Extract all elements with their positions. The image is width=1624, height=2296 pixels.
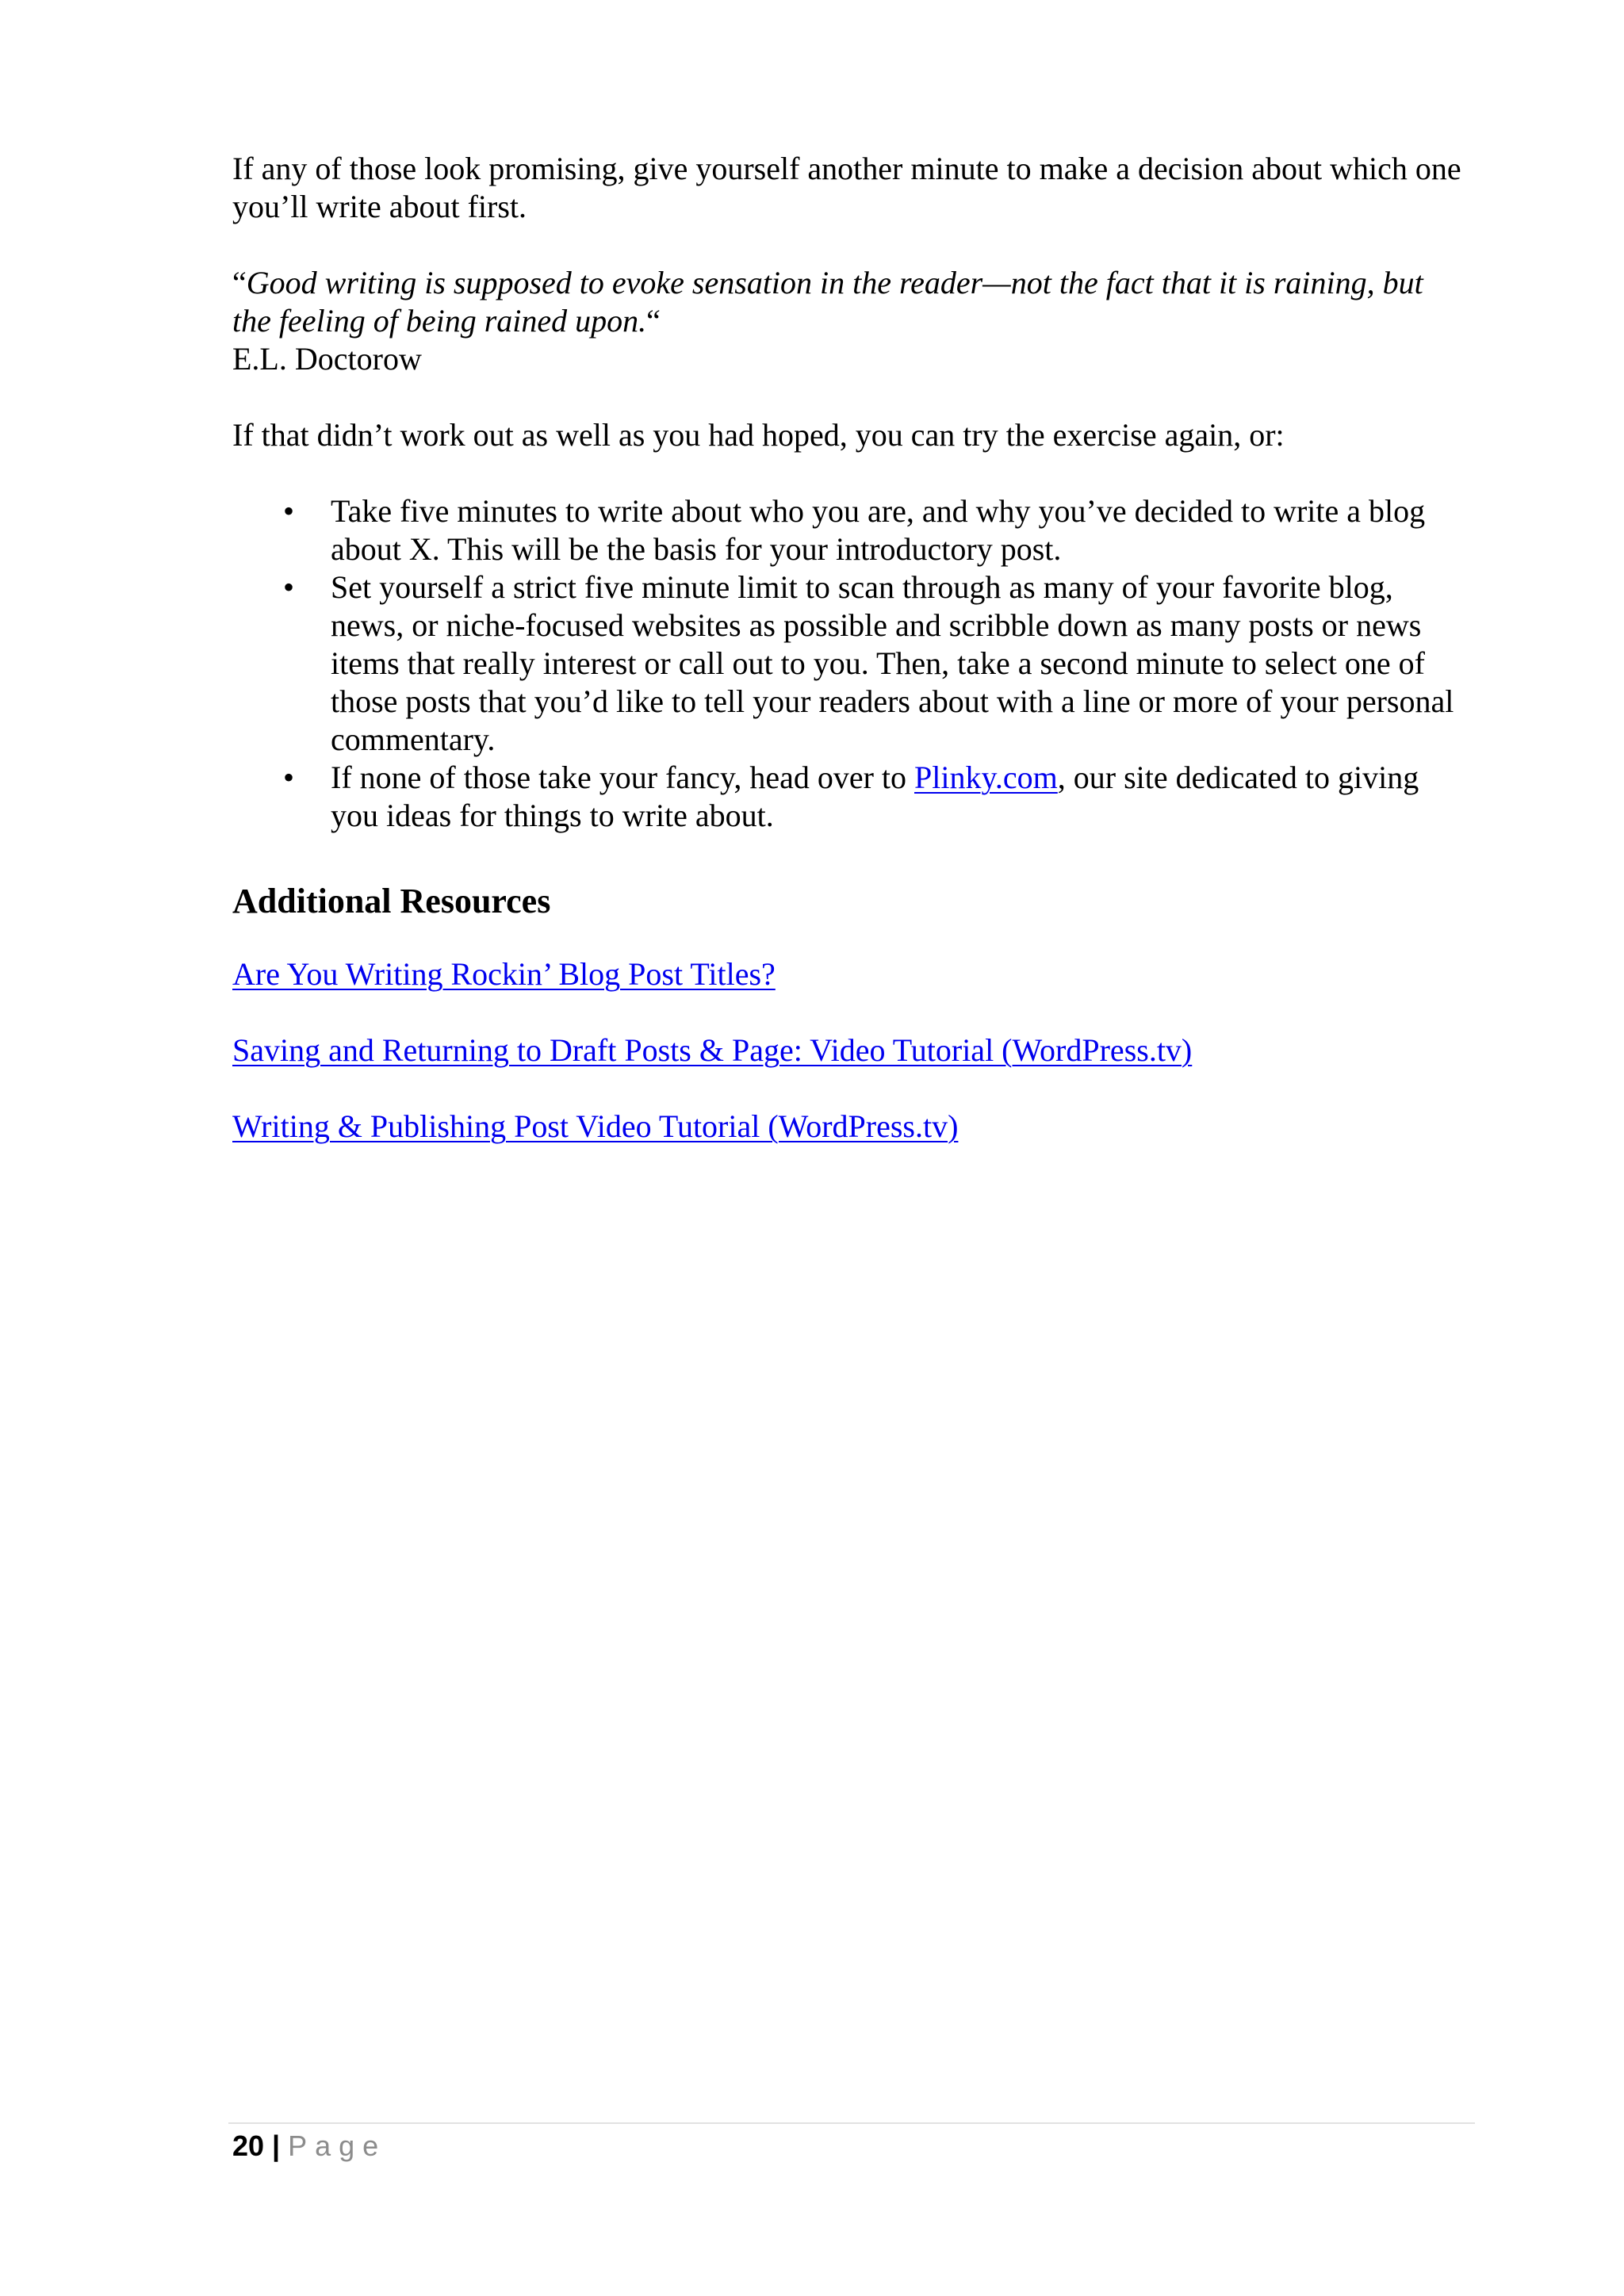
intro-paragraph: If any of those look promising, give yourself another minute to make a decision about which one you’ll write about first. <box>232 151 1461 224</box>
quote-open-mark: “ <box>232 265 247 300</box>
quote-close-mark: “ <box>646 303 661 339</box>
additional-resources-heading: Additional Resources <box>232 882 551 920</box>
page-number: 20 <box>232 2130 265 2162</box>
page-footer <box>232 2129 386 2164</box>
quote-text: Good writing is supposed to evoke sensation in the reader—not the fact that it is raining, but the feeling of being rained upon. <box>232 265 1423 339</box>
bullet-icon: • <box>283 493 295 529</box>
list-item-text-after-link: , our site dedicated to giving you ideas for things to write about. <box>331 760 1419 833</box>
plinky-link[interactable]: Plinky.com <box>914 760 1058 795</box>
list-item <box>283 492 1469 568</box>
resource-link-draft-posts-tutorial[interactable]: Saving and Returning to Draft Posts & Page: Video Tutorial (WordPress.tv) <box>232 1032 1193 1068</box>
resource-link-blog-post-titles[interactable]: Are You Writing Rockin’ Blog Post Titles? <box>232 956 776 992</box>
quote-paragraph <box>232 264 1469 340</box>
footer-separator: | <box>272 2130 281 2162</box>
list-item-text: Take five minutes to write about who you are, and why you’ve decided to write a blog about X. This will be the basis for your introductory post. <box>331 493 1426 567</box>
list-item-text: Set yourself a strict five minute limit to scan through as many of your favorite blog, news, or niche-focused websites as possible and scribble down as many posts or news items that really interest or call out to you. Then, take a second minute to select one of those posts that you’d like to tell your readers about with a line or more of your personal commentary. <box>331 569 1454 757</box>
resource-link-list <box>232 955 1469 1146</box>
document-body <box>232 150 1469 1184</box>
list-item <box>283 568 1469 759</box>
page-label: Page <box>288 2130 387 2162</box>
idea-bullet-list <box>232 492 1469 835</box>
resource-link-publishing-tutorial[interactable]: Writing & Publishing Post Video Tutorial (WordPress.tv) <box>232 1108 959 1144</box>
list-item <box>283 759 1469 835</box>
retry-paragraph: If that didn’t work out as well as you had hoped, you can try the exercise again, or: <box>232 417 1285 453</box>
list-item-text-before-link: If none of those take your fancy, head over to <box>331 760 915 795</box>
footer-divider <box>228 2122 1475 2124</box>
bullet-icon: • <box>283 569 295 605</box>
quote-author: E.L. Doctorow <box>232 341 422 377</box>
bullet-icon: • <box>283 760 295 795</box>
